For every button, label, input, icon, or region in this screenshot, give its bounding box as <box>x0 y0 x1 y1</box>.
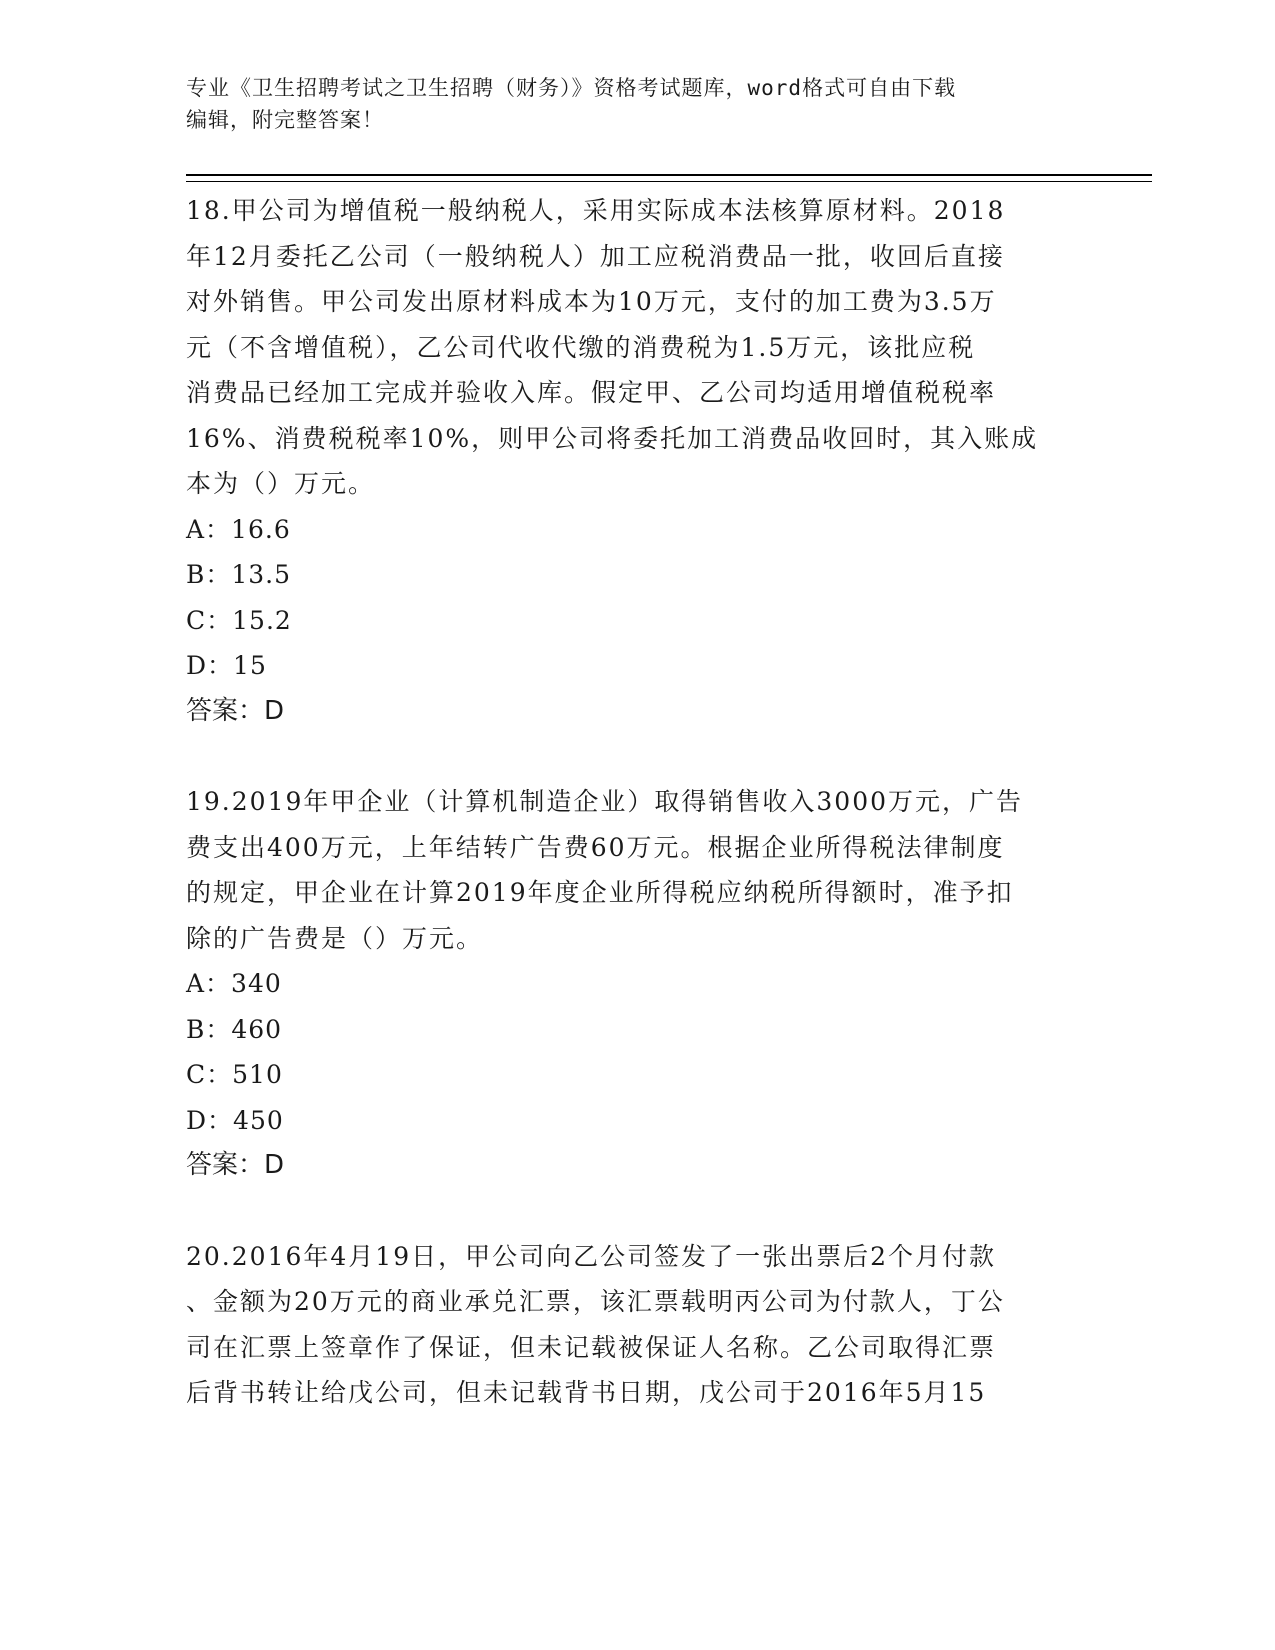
header-rule-thick <box>186 174 1152 176</box>
question-text-line: 对外销售。甲公司发出原材料成本为10万元，支付的加工费为3.5万 <box>186 287 997 316</box>
question-text-line: 20.2016年4月19日，甲公司向乙公司签发了一张出票后2个月付款 <box>186 1241 997 1271</box>
option-d: D：15 <box>186 651 267 680</box>
question-text-line: 16%、消费税税率10%，则甲公司将委托加工消费品收回时，其入账成 <box>186 423 1039 453</box>
question-20 <box>186 1234 1066 1416</box>
option-c: C：510 <box>186 1060 283 1089</box>
question-text-line: 司在汇票上签章作了保证，但未记载被保证人名称。乙公司取得汇票 <box>186 1332 997 1362</box>
question-text-line: 后背书转让给戊公司，但未记载背书日期，戊公司于2016年5月15 <box>186 1378 987 1407</box>
answer-line: 答案：D <box>186 695 285 726</box>
question-text-line: 费支出400万元，上年结转广告费60万元。根据企业所得税法律制度 <box>186 832 1005 862</box>
option-c: C：15.2 <box>186 605 292 635</box>
option-d: D：450 <box>186 1105 284 1135</box>
option-a: A：340 <box>186 969 282 998</box>
question-text-line: 本为（）万元。 <box>186 469 376 498</box>
question-spacer <box>186 734 1066 779</box>
question-text-line: 19.2019年甲企业（计算机制造企业）取得销售收入3000万元，广告 <box>186 787 1024 816</box>
document-header <box>186 72 1066 136</box>
header-line-1: 专业《卫生招聘考试之卫生招聘（财务）》资格考试题库，word格式可自由下载 <box>186 76 957 100</box>
question-text-line: 元（不含增值税），乙公司代收代缴的消费税为1.5万元，该批应税 <box>186 332 976 362</box>
question-text-line: 消费品已经加工完成并验收入库。假定甲、乙公司均适用增值税税率 <box>186 378 997 407</box>
question-18 <box>186 188 1066 734</box>
question-text-line: 除的广告费是（）万元。 <box>186 923 484 953</box>
question-text-line: 的规定，甲企业在计算2019年度企业所得税应纳税所得额时，准予扣 <box>186 878 1014 907</box>
header-line-2: 编辑，附完整答案！ <box>186 108 384 132</box>
question-spacer <box>186 1189 1066 1234</box>
option-a: A：16.6 <box>186 514 291 544</box>
question-text-line: 年12月委托乙公司（一般纳税人）加工应税消费品一批，收回后直接 <box>186 241 1005 271</box>
header-rule-thin <box>186 181 1152 182</box>
option-b: B：460 <box>186 1014 283 1044</box>
answer-line: 答案：D <box>186 1150 285 1180</box>
question-text-line: 、金额为20万元的商业承兑汇票，该汇票载明丙公司为付款人，丁公 <box>186 1287 1005 1316</box>
question-text-line: 18.甲公司为增值税一般纳税人，采用实际成本法核算原材料。2018 <box>186 196 1006 225</box>
question-list <box>186 188 1066 1416</box>
option-b: B：13.5 <box>186 560 292 589</box>
question-19 <box>186 779 1066 1189</box>
